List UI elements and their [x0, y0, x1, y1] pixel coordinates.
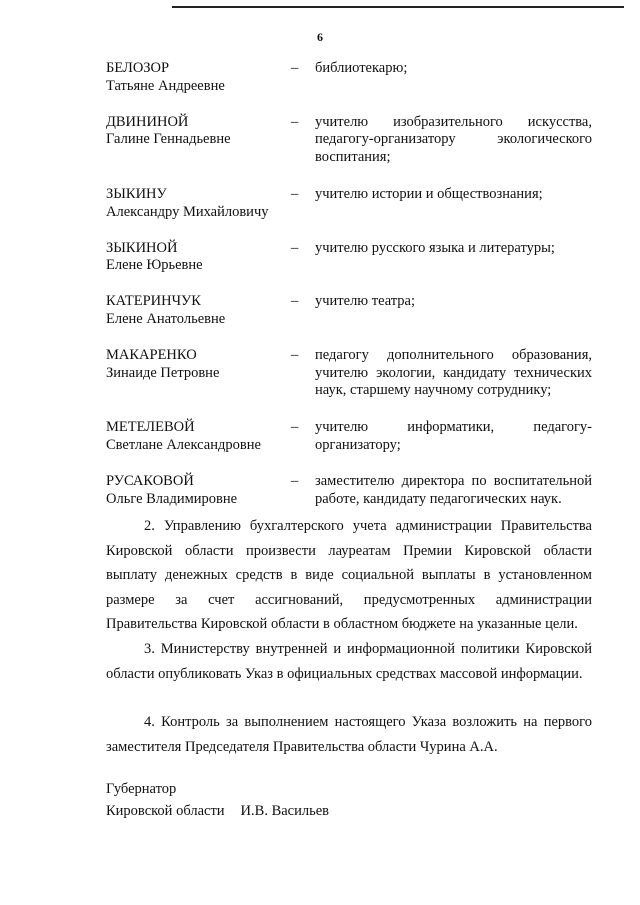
- list-item: [106, 114, 592, 167]
- signature-block: [106, 778, 329, 822]
- surname: МЕТЕЛЕВОЙ: [106, 419, 195, 436]
- dash: –: [291, 419, 299, 436]
- surname: БЕЛОЗОР: [106, 60, 170, 76]
- surname: ЗЫКИНОЙ: [106, 239, 178, 256]
- list-item: [106, 473, 592, 509]
- list-item: [106, 60, 592, 96]
- position-text: педагогу дополнительного образования, учителю экологии, кандидату технических наук, старшему научному сотруднику;: [315, 346, 592, 399]
- position-text: учителю театра;: [315, 293, 416, 310]
- surname: ЗЫКИНУ: [106, 185, 167, 202]
- given-name: Галине Геннадьевне: [106, 131, 231, 148]
- position-text: учителю истории и обществознания;: [315, 185, 543, 202]
- position-text: учителю информатики, педагогу-организатору;: [315, 419, 592, 453]
- given-name: Татьяне Андреевне: [106, 77, 225, 94]
- list-item: [106, 347, 592, 400]
- surname: РУСАКОВОЙ: [106, 472, 194, 489]
- given-name: Светлане Александровне: [106, 436, 261, 453]
- dash: –: [291, 239, 299, 256]
- position-text: заместителю директора по воспитательной работе, кандидату педагогических наук.: [315, 472, 592, 507]
- surname: МАКАРЕНКО: [106, 346, 197, 363]
- position-text: библиотекарю;: [315, 60, 408, 76]
- dash: –: [291, 472, 299, 489]
- given-name: Зинаиде Петровне: [106, 364, 220, 381]
- surname: ДВИНИНОЙ: [106, 113, 189, 130]
- given-name: Ольге Владимировне: [106, 490, 238, 507]
- paragraph-accounting: 2. Управлению бухгалтерского учета администрации Правительства Кировской области произвести лауреатам Премии Кировской области выплату денежных средств в виде социальной выплаты в установленном размере за счет ассигнований, предусмотренных администрации Правительства Кировской области в областном бюджете на указанные цели.: [106, 518, 592, 633]
- awardee-list: [106, 60, 592, 508]
- list-item: [106, 293, 592, 329]
- given-name: Александру Михайловичу: [106, 203, 269, 220]
- list-item: [106, 186, 592, 222]
- signatory-name: И.В. Васильев: [240, 803, 329, 819]
- dash: –: [291, 346, 299, 363]
- paragraph-control: 4. Контроль за выполнением настоящего Указа возложить на первого заместителя Председателя Правительства области Чурина А.А.: [106, 714, 592, 755]
- page-number: 6: [317, 30, 323, 44]
- position-text: учителю русского языка и литературы;: [315, 239, 555, 256]
- dash: –: [291, 293, 299, 310]
- dash: –: [291, 60, 299, 76]
- dash: –: [291, 113, 299, 130]
- position-text: учителю изобразительного искусства, педагогу-организатору экологического воспитания;: [315, 113, 592, 166]
- dash: –: [291, 185, 299, 202]
- list-item: [106, 419, 592, 455]
- list-item: [106, 240, 592, 276]
- top-rule: [172, 6, 624, 8]
- paragraph-publication: 3. Министерству внутренней и информационной политики Кировской области опубликовать Указ в официальных средствах массовой информации.: [106, 641, 592, 682]
- surname: КАТЕРИНЧУК: [106, 293, 201, 310]
- given-name: Елене Анатольевне: [106, 310, 226, 327]
- signatory-region: Кировской области: [106, 803, 225, 819]
- signatory-title: Губернатор: [106, 781, 177, 797]
- given-name: Елене Юрьевне: [106, 257, 203, 274]
